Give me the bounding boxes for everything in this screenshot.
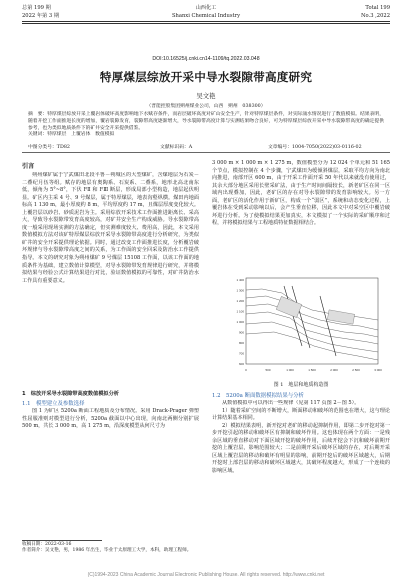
x-tick-label: 1 500 xyxy=(308,368,316,372)
x-tick-label: 2 000 xyxy=(330,368,338,372)
x-tick-labels xyxy=(245,368,382,372)
keywords: 关键词：特厚煤层 上覆岩体 数值模拟 xyxy=(28,132,115,137)
abstract: 摘 要：特厚煤层综放开采上覆岩体破坏高度影响地下水赋存条件，而岩层破坏高度对矿山安全生产，针对特厚煤层条件，对实际涌水情况进行了数值模拟。结果表明，随着开挖工作面推进长度的增加，覆岩裂隙发育，裂隙带高度逐渐增大，导水裂隙带高度计算与实测结果吻合良好，可为特厚煤层综放开采中导水裂隙带高度的确定提供参考，也为类似地质条件下的矿井安全开采提供借鉴。 xyxy=(28,112,384,132)
header-rule-2 xyxy=(22,23,390,24)
y-tick-label: 800 xyxy=(238,341,244,345)
footnote-author-bio: 作者简介：吴文艳，男，1986 年出生，毕业于太原理工大学，本科，助理工程师。 xyxy=(22,548,192,553)
footnote-rule xyxy=(22,540,102,541)
footnote-received: 收稿日期：2022-03-16 xyxy=(22,542,72,547)
doi: DOI:10.16525/j.cnki.cn14-1109/tq.2022.03.048 xyxy=(152,56,260,62)
y-tick-label: 1 400 xyxy=(236,278,244,282)
y-tick-label: 900 xyxy=(238,330,244,335)
section-1-1-heading: 1.1 模型建立及参数选择 xyxy=(22,401,85,407)
y-tick-label: 1 100 xyxy=(236,309,244,314)
article-number: 文章编号：1004-7050(2022)03-0116-02 xyxy=(268,145,362,150)
y-tick-label: 600 xyxy=(238,362,244,366)
x-tick-label: 3 000 xyxy=(374,368,382,372)
results-text: 从数值模拟中可以得出一些规律（见第 117 页图 2－图 5）。 1）随着采矿空间的不断增大，断面移动和破坏的范围也在增大，这与理论计算结果基本相同。 2）模拟结果表明，新开挖对老矿的移动起抑制作用，即第二步开挖对第一步开挖引起的移动和破坏区有抑制和破坏作用。这也体现在两个方面：一是残余区域的垂直移动对下面区域开挖的破坏作用，后续开挖会下沉和破坏前期开挖的上覆岩层，影响范围较大；二是前期开采后破坏区域的存在，对后期开采区域上覆岩层的移动和破坏有明显的影响，前期开挖后的破坏区域越大，后期开挖时上部岩层的移动和破坏区域越大，其破坏程度越大，形成了一个连续的影响区域。 xyxy=(212,400,390,474)
y-tick-label: 700 xyxy=(238,351,244,356)
x-tick-label: 500 xyxy=(265,368,271,372)
author-name: 吴文艳 xyxy=(196,92,216,100)
abstract-rule xyxy=(22,152,390,153)
copyright-footer: (C)1994-2023 China Academic Journal Electronic Publishing House. All rights reserved. http://www.cnki.net xyxy=(87,572,325,578)
intro-text: 朔州煤矿属于宁武煤田北段平鲁－朔城区的大型煤矿，含煤地层为石炭－二叠纪月伍等组。赋存的地层有奥陶系、石炭系、二叠系，地形北高北南东低，倾角为 5°~8°，下伏 FⅡ 和 FⅢ 断层，形成局部小型构造，地层起伏明显。矿区内主采 4 号、9 号煤层，属于特厚煤层，地表沟壑纵横。煤田内地面标高 1 130 m，最小厚度约 8 m，平均厚度约 17 m，且煤层厚度变化较大。上覆岩层以砂岩、砂质泥岩为主。采用综放开采技术工作面推进距离长、采高大，导致导水裂隙带发育高度较高，对矿井安全生产构成威胁。导水裂隙带高度一般采用现场实测的方法确定，但实测难度较大、费用高，因此，本文采用数值模拟方法对该矿特厚煤层综放开采导水裂隙带高度进行分析研究，为类似矿井的安全开采提供理论依据。同时，通过改变工作面推进长度，分析覆岩破坏规律与导水裂隙带高度之间的关系，为工作面的安全回采及防治水工作提供指导。本文的研究对象为朔州煤矿 9 号煤层 15108 工作面，以该工作面的地质条件为基础，建立数值计算模型，对导水裂隙带发育规律进行研究，并将模拟结果与经验公式计算结果进行对比，验证数值模拟的可靠性，对矿井防治水工作具有重要意义。 xyxy=(22,172,199,284)
y-tick-labels xyxy=(236,278,244,366)
x-tick-label: 1 000 xyxy=(286,368,294,372)
clc-number: 中图分类号：TD82 xyxy=(28,145,70,150)
section-1-2-heading: 1.2 5200a 断面数据模拟结果与分析 xyxy=(212,393,304,399)
section-1-heading: 1 综放开采导水裂隙带高度数值模拟分析 xyxy=(22,391,119,397)
header-issue-year: 2022 年第 3 期 xyxy=(22,13,60,19)
y-tick-label: 1 300 xyxy=(236,288,244,293)
header-total-en: Total 199 xyxy=(365,5,390,11)
header-number-en: No.3 ,2022 xyxy=(360,13,390,19)
figure-1-geological-section xyxy=(232,276,382,379)
author-affiliation: （晋能控股集团朔州煤业公司，山西 朔州 038300） xyxy=(146,104,266,109)
header-journal-en: Shanxi Chemical Industry xyxy=(171,13,241,19)
header-journal-cn: 山西化工 xyxy=(195,5,217,11)
article-title: 特厚煤层综放开采中导水裂隙带高度研究 xyxy=(99,70,313,84)
y-tick-label: 1 200 xyxy=(236,299,244,303)
figure-1-caption: 图 1 地层和地质构造图 xyxy=(273,382,329,388)
section-1-1-text: 图 1 为矿区 5200a 断面工程地质及分布情况。采用 Drack-Prager 弹塑性屈服准则对模型进行分析，5200a 截面以中心出现，向南北两侧分别扩展 500 m，共长 3 000 m，高 1 275 m，沿深度模型从何尺寸为 xyxy=(22,408,199,430)
intro-heading: 引言 xyxy=(22,163,35,170)
header-issue-total: 总第 199 期 xyxy=(22,5,51,11)
model-description-text: 3 000 m × 1 000 m × 1 275 m，数值模型分为 12 024 个单元和 51 165 个节点，模拟控制在 4 个步骤，宁武煤田为缓倾斜煤层，采取平均方向为南北向推进，南部开区 600 m，由于开采工作面开采 50 年代以来就没有使用过，其余大部分地区采用长壁采矿法，由于生产时间间隔较长，新老矿区在同一区域内出现叠加，因此，老矿区的存在对导水裂隙带的发育影响较大。另一方面，老矿区的活化作用于新矿区，构成一个“弱区”，系统和动态变化过程，上覆岩体在受到采动影响以后，会产生垂直位移，因此本文中对采空区中覆岩破坏进行分析。为了使模拟结果更加真实，本文模拟了一个实际的采矿顺序和过程，并将模拟结果与工程地质特征数据相结合。 xyxy=(212,160,390,227)
x-tick-label: 0 xyxy=(245,368,247,372)
x-tick-label: 2 500 xyxy=(352,368,360,372)
y-tick-label: 1 000 xyxy=(236,320,244,324)
figure-frame xyxy=(246,278,378,364)
document-code: 文献标识码：A xyxy=(160,145,193,150)
